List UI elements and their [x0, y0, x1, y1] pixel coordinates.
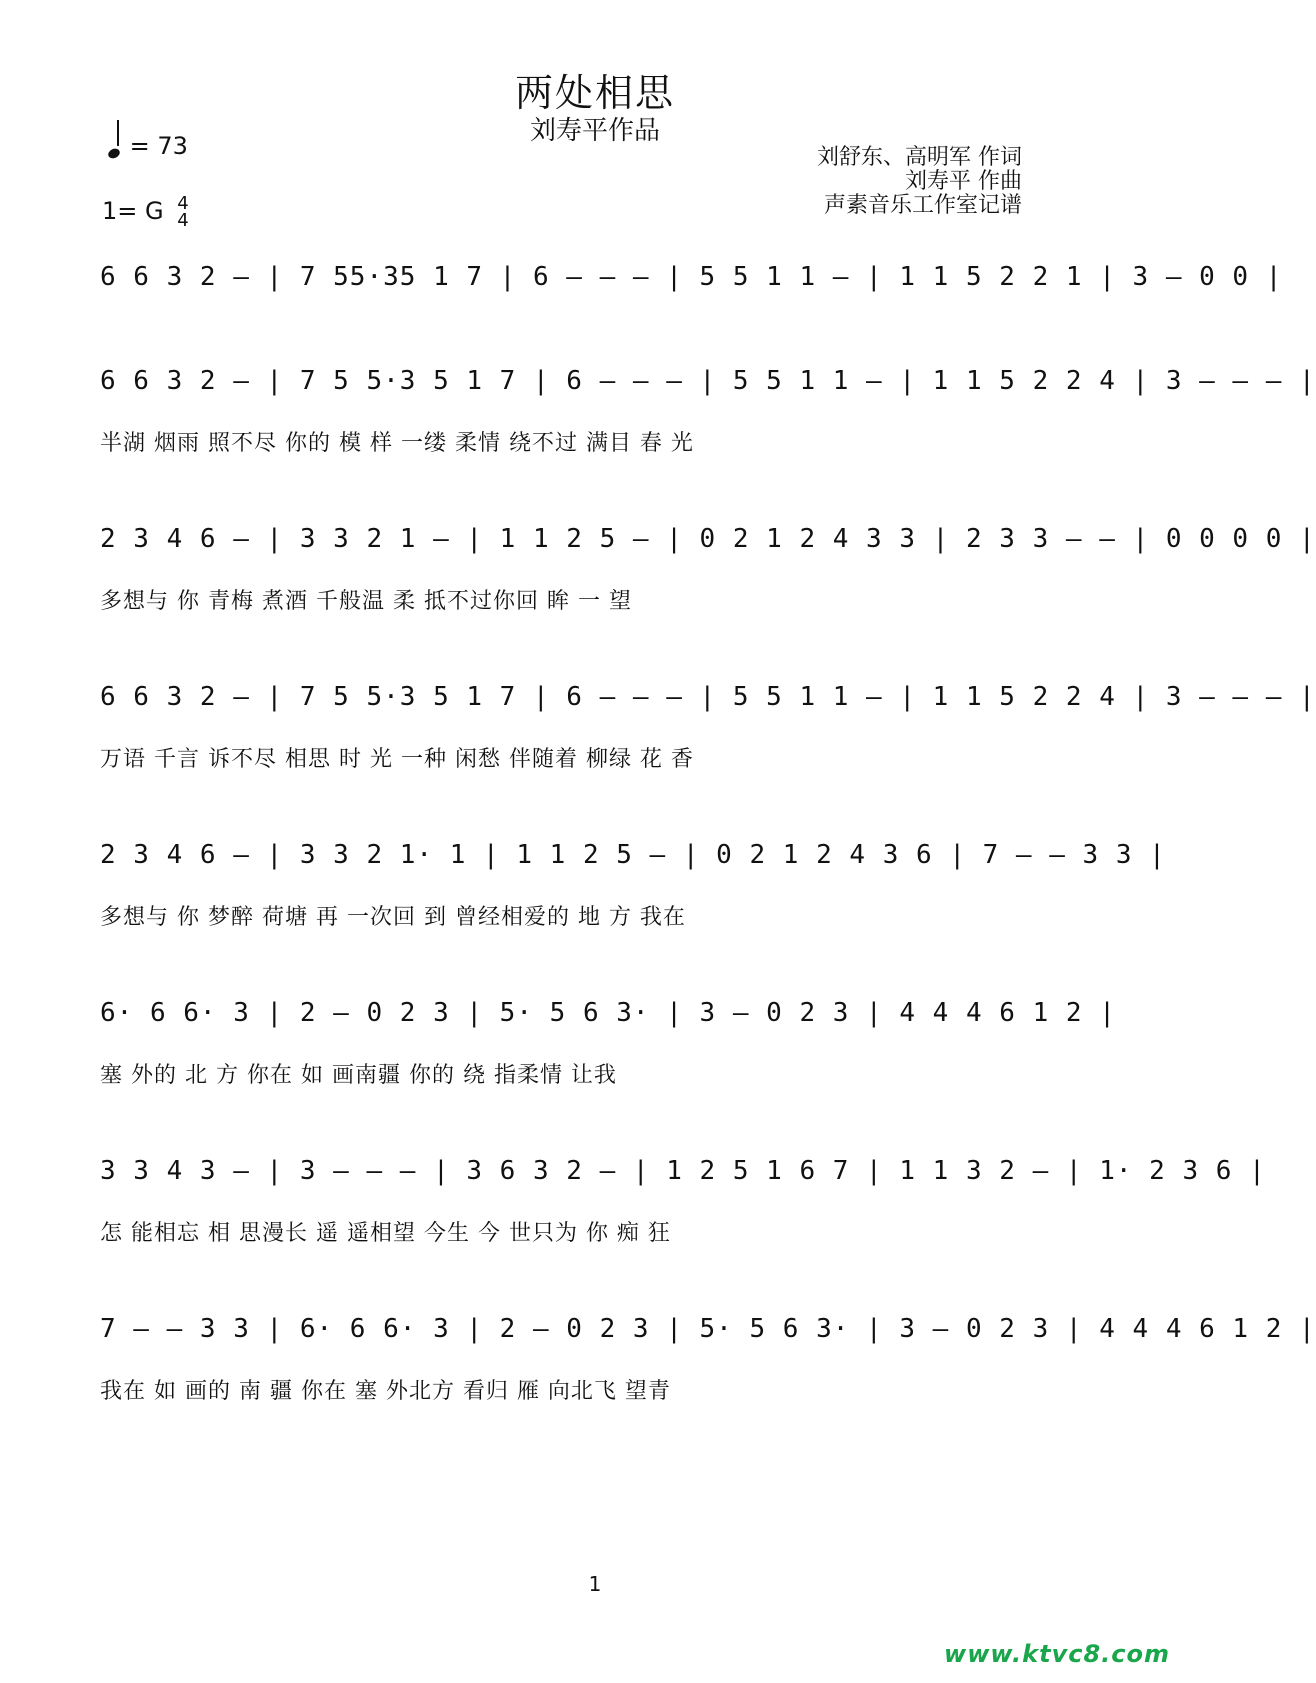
- tempo-marking: [108, 128, 188, 160]
- transcriber-credit: 声素音乐工作室记谱: [823, 193, 1022, 218]
- page-number: 1: [588, 1572, 602, 1596]
- song-title: 两处相思: [514, 71, 675, 115]
- song-subtitle: 刘寿平作品: [529, 116, 660, 146]
- site-watermark: www.ktvc8.com: [944, 1640, 1170, 1668]
- lyrics-line-2: 半湖 烟雨 照不尽 你的 模 样 一缕 柔情 绕不过 满目 春 光: [100, 431, 694, 456]
- lyricist-credit: 刘舒东、高明军 作词: [817, 145, 1022, 170]
- lyrics-line-3: 多想与 你 青梅 煮酒 千般温 柔 抵不过你回 眸 一 望: [100, 589, 632, 614]
- notation-line-3: 2 3 4 6 – | 3 3 2 1 – | 1 1 2 5 – | 0 2 1 2 4 3 3 | 2 3 3 – – | 0 0 0 0 |: [100, 524, 1316, 554]
- notation-line-6: 6· 6 6· 3 | 2 – 0 2 3 | 5· 5 6 3· | 3 – 0 2 3 | 4 4 4 6 1 2 |: [100, 998, 1116, 1028]
- composer-credit: 刘寿平 作曲: [905, 169, 1022, 194]
- lyrics-line-4: 万语 千言 诉不尽 相思 时 光 一种 闲愁 伴随着 柳绿 花 香: [100, 747, 694, 772]
- quarter-note-icon: [107, 147, 122, 160]
- notation-line-8: 7 – – 3 3 | 6· 6 6· 3 | 2 – 0 2 3 | 5· 5 6 3· | 3 – 0 2 3 | 4 4 4 6 1 2 |: [100, 1314, 1316, 1344]
- credits: [817, 146, 1022, 218]
- notation-line-1: 6 6 3 2 – | 7 55·35 1 7 | 6 – – – | 5 5 1 1 – | 1 1 5 2 2 1 | 3 – 0 0 |: [100, 262, 1283, 292]
- notation-line-2: 6 6 3 2 – | 7 5 5·3 5 1 7 | 6 – – – | 5 5 1 1 – | 1 1 5 2 2 4 | 3 – – – |: [100, 366, 1316, 396]
- key-signature: [102, 195, 189, 229]
- lyrics-line-8: 我在 如 画的 南 疆 你在 塞 外北方 看归 雁 向北飞 望青: [100, 1379, 671, 1404]
- quarter-note-stem: [117, 120, 119, 146]
- notation-line-7: 3 3 4 3 – | 3 – – – | 3 6 3 2 – | 1 2 5 1 6 7 | 1 1 3 2 – | 1· 2 3 6 |: [100, 1156, 1266, 1186]
- notation-line-4: 6 6 3 2 – | 7 5 5·3 5 1 7 | 6 – – – | 5 5 1 1 – | 1 1 5 2 2 4 | 3 – – – |: [100, 682, 1316, 712]
- time-denominator: 4: [177, 210, 189, 231]
- time-numerator: 4: [177, 193, 189, 214]
- lyrics-line-5: 多想与 你 梦醉 荷塘 再 一次回 到 曾经相爱的 地 方 我在: [100, 905, 686, 930]
- notation-line-5: 2 3 4 6 – | 3 3 2 1· 1 | 1 1 2 5 – | 0 2 1 2 4 3 6 | 7 – – 3 3 |: [100, 840, 1166, 870]
- time-signature: [177, 195, 188, 229]
- tempo-value: = 73: [129, 132, 188, 160]
- lyrics-line-7: 怎 能相忘 相 思漫长 遥 遥相望 今生 今 世只为 你 痴 狂: [100, 1221, 671, 1246]
- key-label: 1= G: [102, 197, 164, 225]
- lyrics-line-6: 塞 外的 北 方 你在 如 画南疆 你的 绕 指柔情 让我: [100, 1063, 617, 1088]
